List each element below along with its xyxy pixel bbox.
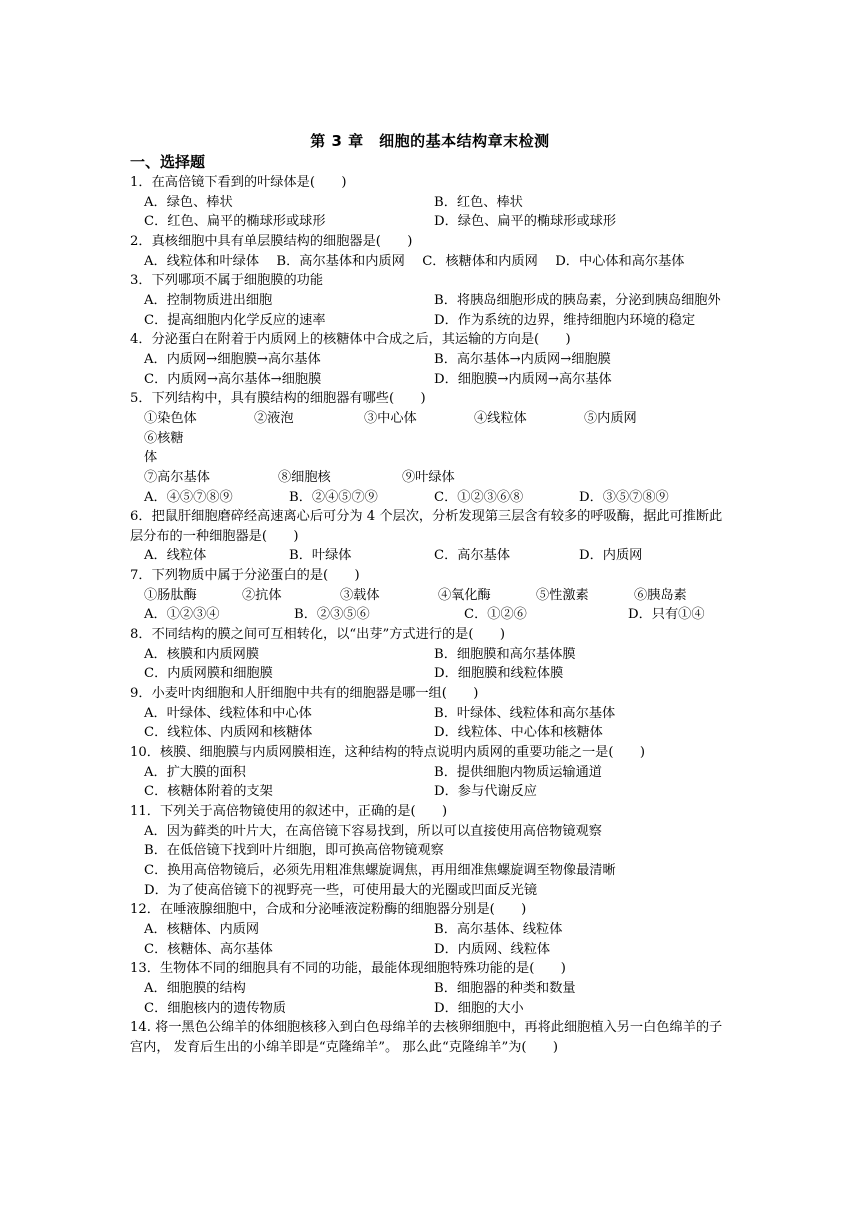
question (130, 330, 730, 389)
question-stem: 8．不同结构的膜之间可互相转化，以“出芽”方式进行的是( ) (130, 627, 506, 643)
option-a: A．线粒体 (144, 548, 207, 564)
option-a: A．线粒体和叶绿体 (144, 253, 260, 269)
question-stem: 10．核膜、细胞膜与内质网膜相连，这种结构的特点说明内质网的重要功能之一是( ) (130, 745, 646, 761)
question (130, 900, 730, 959)
option-a: A．因为藓类的叶片大，在高倍镜下容易找到，所以可以直接使用高倍物镜观察 (144, 823, 602, 839)
question (130, 389, 730, 507)
question-stem: 3．下列哪项不属于细胞膜的功能 (130, 273, 324, 289)
item: ⑨叶绿体 (402, 469, 455, 485)
option-d: D．内质网、线粒体 (434, 941, 551, 957)
option-d: D．细胞膜和线粒体膜 (434, 666, 564, 682)
question (130, 507, 730, 566)
question (130, 271, 730, 330)
option-a: A．内质网→细胞膜→高尔基体 (144, 351, 321, 367)
option-a: A．④⑤⑦⑧⑨ (144, 489, 233, 505)
option-b: B．高尔基体和内质网 (276, 253, 405, 269)
option-d: D．细胞的大小 (434, 1000, 524, 1016)
item: ⑦高尔基体 (144, 469, 210, 485)
option-d: D．中心体和高尔基体 (555, 253, 685, 269)
question-stem: 13．生物体不同的细胞具有不同的功能，最能体现细胞特殊功能的是( ) (130, 961, 566, 977)
page-title: 第 3 章 细胞的基本结构章末检测 (310, 132, 550, 150)
item: ⑥核糖体 (144, 430, 184, 466)
item: ⑤性激素 (536, 587, 589, 603)
item: ②液泡 (254, 410, 294, 426)
option-b: B．红色、棒状 (434, 194, 523, 210)
question-stem: 5．下列结构中，具有膜结构的细胞器有哪些( ) (130, 391, 426, 407)
option-c: C．红色、扁平的椭球形或球形 (144, 214, 326, 230)
option-b: B．将胰岛细胞形成的胰岛素，分泌到胰岛细胞外 (434, 292, 721, 308)
option-c: C．内质网膜和细胞膜 (144, 666, 273, 682)
option-d: D．参与代谢反应 (434, 784, 537, 800)
option-c: C．核糖体附着的支架 (144, 784, 273, 800)
option-c: C．核糖体、高尔基体 (144, 941, 273, 957)
option-d: D．线粒体、中心体和核糖体 (434, 725, 603, 741)
option-b: B．在低倍镜下找到叶片细胞，即可换高倍物镜观察 (144, 843, 444, 859)
question-stem: 2．真核细胞中具有单层膜结构的细胞器是( ) (130, 233, 413, 249)
option-c: C．高尔基体 (434, 548, 511, 564)
item: ③载体 (340, 587, 380, 603)
option-c: C．细胞核内的遗传物质 (144, 1000, 286, 1016)
item: ①染色体 (144, 410, 197, 426)
option-a: A．细胞膜的结构 (144, 980, 246, 996)
option-b: B．高尔基体、线粒体 (434, 921, 563, 937)
option-d: D．绿色、扁平的椭球形或球形 (434, 214, 617, 230)
option-b: B．细胞膜和高尔基体膜 (434, 646, 576, 662)
option-c: C．换用高倍物镜后，必须先用粗准焦螺旋调焦，再用细准焦螺旋调至物像最清晰 (144, 862, 616, 878)
option-d: D．只有①④ (628, 607, 705, 623)
question (130, 743, 730, 802)
question-list (130, 173, 730, 1058)
question (130, 684, 730, 743)
option-a: A．扩大膜的面积 (144, 764, 246, 780)
question-stem: 14. 将一黑色公绵羊的体细胞核移入到白色母绵羊的去核卵细胞中，再将此细胞植入另一白色绵羊的子宫内， 发育后生出的小绵羊即是“克隆绵羊”。 那么此“克隆绵羊”为( ) (130, 1020, 723, 1055)
question (130, 232, 730, 271)
option-d: D．为了使高倍镜下的视野亮一些，可使用最大的光圈或凹面反光镜 (144, 882, 538, 898)
option-b: B．高尔基体→内质网→细胞膜 (434, 351, 611, 367)
option-b: B．细胞器的种类和数量 (434, 980, 576, 996)
option-a: A．叶绿体、线粒体和中心体 (144, 705, 312, 721)
option-c: C．线粒体、内质网和核糖体 (144, 725, 313, 741)
item: ⑥胰岛素 (634, 587, 687, 603)
item: ④线粒体 (474, 410, 527, 426)
question (130, 1018, 730, 1057)
option-a: A．①②③④ (144, 607, 220, 623)
question-stem: 9．小麦叶肉细胞和人肝细胞中共有的细胞器是哪一组( ) (130, 686, 479, 702)
option-a: A．核糖体、内质网 (144, 921, 260, 937)
option-d: D．内质网 (579, 548, 643, 564)
item: ③中心体 (364, 410, 417, 426)
option-b: B．叶绿体、线粒体和高尔基体 (434, 705, 616, 721)
item: ⑧细胞核 (278, 469, 331, 485)
option-a: A．绿色、棒状 (144, 194, 233, 210)
question-stem: 7．下列物质中属于分泌蛋白的是( ) (130, 568, 360, 584)
option-a: A．核膜和内质网膜 (144, 646, 260, 662)
option-d: D．细胞膜→内质网→高尔基体 (434, 371, 612, 387)
question (130, 566, 730, 625)
option-b: B．②④⑤⑦⑨ (289, 489, 378, 505)
option-c: C．提高细胞内化学反应的速率 (144, 312, 326, 328)
option-a: A．控制物质进出细胞 (144, 292, 273, 308)
option-d: D．③⑤⑦⑧⑨ (579, 489, 669, 505)
question-stem: 6．把鼠肝细胞磨碎经高速离心后可分为 4 个层次，分析发现第三层含有较多的呼吸酶，据此可推断此层分布的一种细胞器是( ) (130, 509, 723, 544)
item: ①肠肽酶 (144, 587, 197, 603)
section-heading: 一、选择题 (130, 153, 206, 171)
item: ②抗体 (242, 587, 282, 603)
option-c: C．核糖体和内质网 (422, 253, 538, 269)
option-b: B．提供细胞内物质运输通道 (434, 764, 602, 780)
question (130, 625, 730, 684)
option-b: B．②③⑤⑥ (294, 607, 370, 623)
question-stem: 4．分泌蛋白在附着于内质网上的核糖体中合成之后，其运输的方向是( ) (130, 332, 571, 348)
option-c: C．内质网→高尔基体→细胞膜 (144, 371, 322, 387)
question (130, 802, 730, 900)
question-stem: 12．在唾液腺细胞中，合成和分泌唾液淀粉酶的细胞器分别是( ) (130, 902, 527, 918)
item: ⑤内质网 (584, 410, 637, 426)
option-d: D．作为系统的边界，维持细胞内环境的稳定 (434, 312, 696, 328)
item: ④氧化酶 (438, 587, 491, 603)
question (130, 173, 730, 232)
option-c: C．①②⑥ (464, 607, 527, 623)
option-c: C．①②③⑥⑧ (434, 489, 524, 505)
question-stem: 1．在高倍镜下看到的叶绿体是( ) (130, 175, 347, 190)
question (130, 959, 730, 1018)
question-stem: 11．下列关于高倍物镜使用的叙述中，正确的是( ) (130, 804, 448, 819)
option-b: B．叶绿体 (289, 548, 352, 564)
